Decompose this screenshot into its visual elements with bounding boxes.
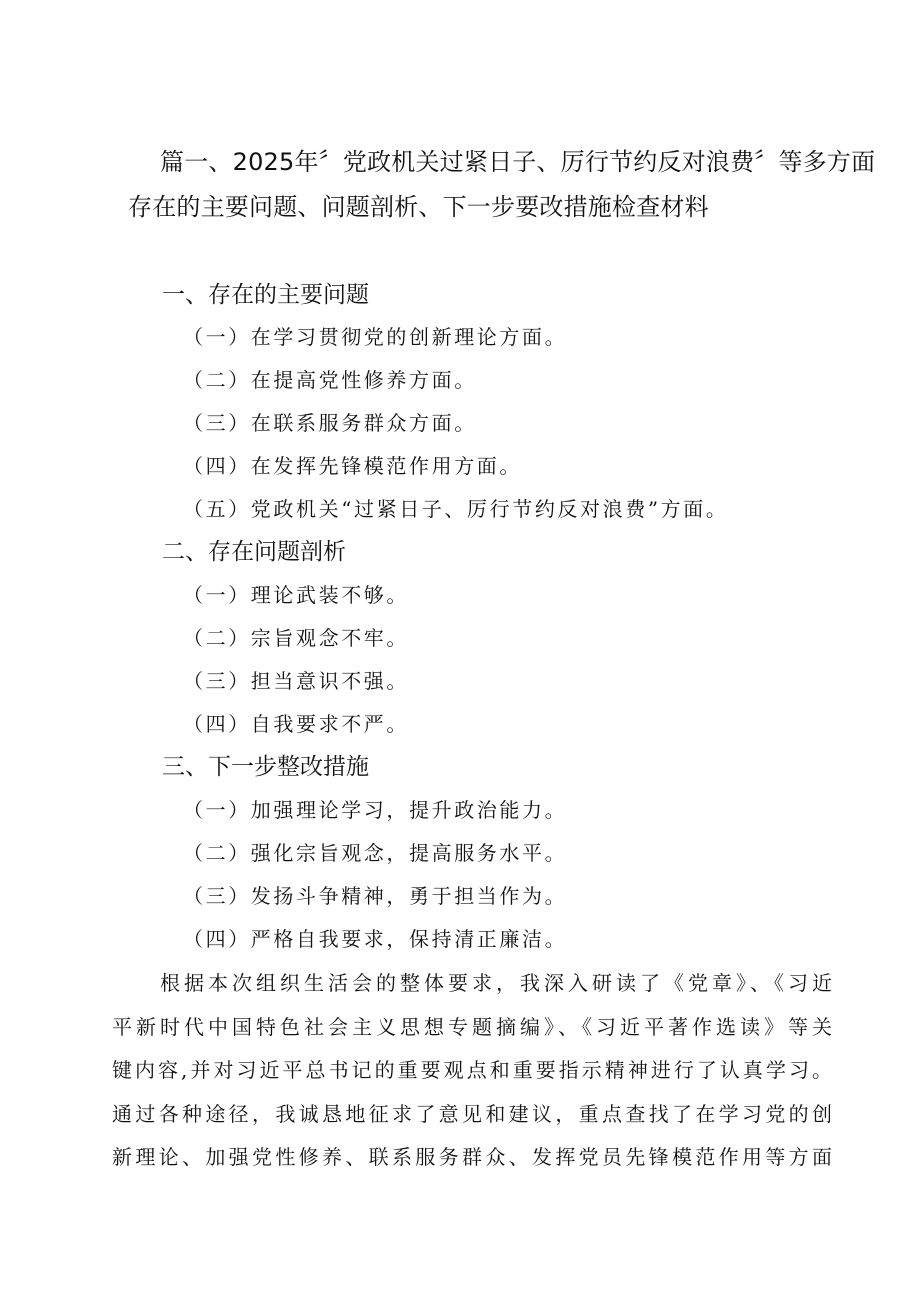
section-1-item-3: （三）在联系服务群众方面。	[183, 411, 477, 435]
section-3-item-2: （二）强化宗旨观念，提高服务水平。	[183, 841, 568, 865]
section-1-item-4: （四）在发挥先锋模范作用方面。	[183, 454, 522, 478]
section-2-item-4: （四）自我要求不严。	[183, 712, 409, 736]
document-title	[112, 140, 876, 230]
section-2-item-2: （二）宗旨观念不牢。	[183, 626, 409, 650]
section-heading-2: 二、存在问题剖析	[162, 539, 346, 565]
paragraph-line-5: 新理论、加强党性修养、联系服务群众、发挥党员先锋模范作用等方面	[112, 1145, 832, 1170]
section-1-item-5: （五）党政机关“过紧日子、厉行节约反对浪费”方面。	[183, 497, 729, 521]
title-line-1: 篇一、2025年〞党政机关过紧日子、厉行节约反对浪费〞等多方面	[160, 148, 876, 176]
paragraph-line-1: 根据本次组织生活会的整体要求，我深入研读了《党章》、《习近	[160, 971, 832, 995]
section-3-item-3: （三）发扬斗争精神，勇于担当作为。	[183, 884, 568, 908]
section-2-item-1: （一）理论武装不够。	[183, 583, 409, 607]
paragraph-line-3: 键内容,并对习近平总书记的重要观点和重要指示精神进行了认真学习。	[112, 1058, 832, 1083]
section-heading-3: 三、下一步整改措施	[162, 754, 369, 780]
section-heading-1: 一、存在的主要问题	[162, 282, 369, 308]
section-1-item-2: （二）在提高党性修养方面。	[183, 368, 477, 392]
title-line-2: 存在的主要问题、问题剖析、下一步要改措施检查材料	[128, 193, 709, 221]
paragraph-line-2: 平新时代中国特色社会主义思想专题摘编》、《习近平著作选读》等关	[112, 1014, 832, 1039]
section-3-item-1: （一）加强理论学习，提升政治能力。	[183, 798, 568, 822]
section-2-item-3: （三）担当意识不强。	[183, 669, 409, 693]
body-paragraph	[112, 962, 832, 1180]
section-3-item-4: （四）严格自我要求，保持清正廉洁。	[183, 927, 568, 951]
paragraph-line-4: 通过各种途径，我诚恳地征求了意见和建议，重点查找了在学习党的创	[112, 1101, 832, 1126]
section-1-item-1: （一）在学习贯彻党的创新理论方面。	[183, 325, 568, 349]
